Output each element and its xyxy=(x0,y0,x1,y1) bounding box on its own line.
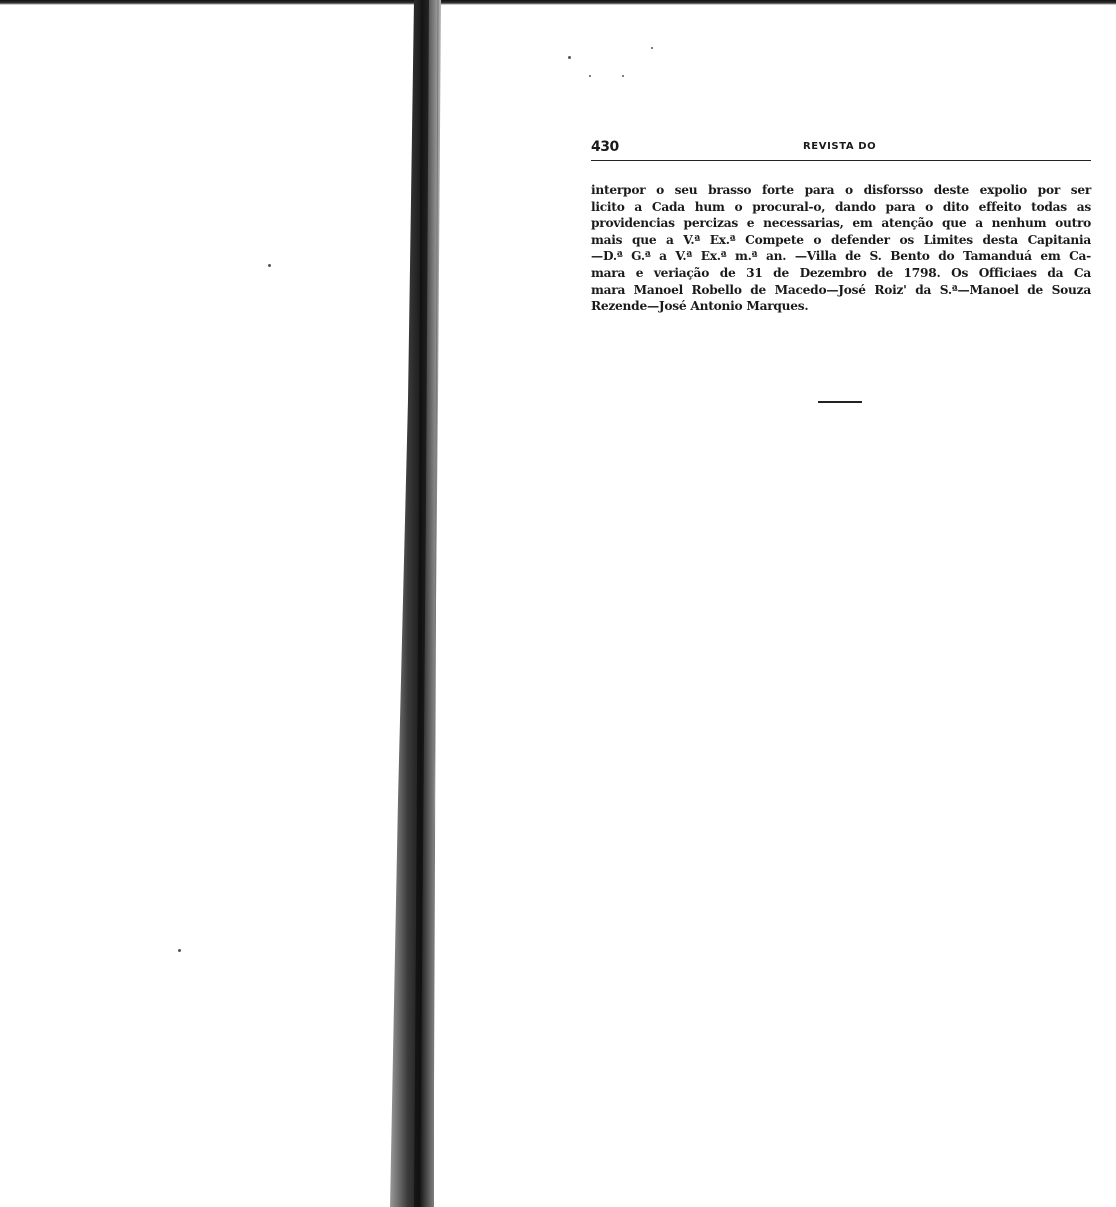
page-number: 430 xyxy=(591,139,619,155)
running-title: REVISTA DO xyxy=(803,141,877,152)
text-line: licito a Cada hum o procural-o, dando para o dito effeito todas as xyxy=(591,199,1091,214)
text-line: mara Manoel Robello de Macedo—José Roiz' da S.ª—Manoel de Souza xyxy=(591,282,1091,297)
scan-speck xyxy=(178,949,181,952)
scan-speck xyxy=(651,47,653,49)
body-paragraph xyxy=(591,182,1091,315)
page-header xyxy=(591,139,1091,159)
section-end-rule xyxy=(818,401,862,403)
scan-speck xyxy=(589,75,591,77)
header-rule xyxy=(591,160,1091,161)
scan-speck xyxy=(568,56,571,59)
text-line: mais que a V.ª Ex.ª Compete o defender os Limites desta Capitania xyxy=(591,232,1091,247)
scan-speck xyxy=(268,264,271,267)
text-line: providencias percizas e necessarias, em atenção que a nenhum outro xyxy=(591,216,1091,231)
text-line: interpor o seu brasso forte para o disforsso deste expolio por ser xyxy=(591,183,1091,197)
text-line: —D.ª G.ª a V.ª Ex.ª m.ª an. —Villa de S. Bento do Tamanduá em Ca- xyxy=(591,249,1091,264)
text-line: Rezende—José Antonio Marques. xyxy=(591,299,809,314)
text-line: mara e veriação de 31 de Dezembro de 1798. Os Officiaes da Ca xyxy=(591,265,1091,280)
scan-speck xyxy=(622,75,624,77)
